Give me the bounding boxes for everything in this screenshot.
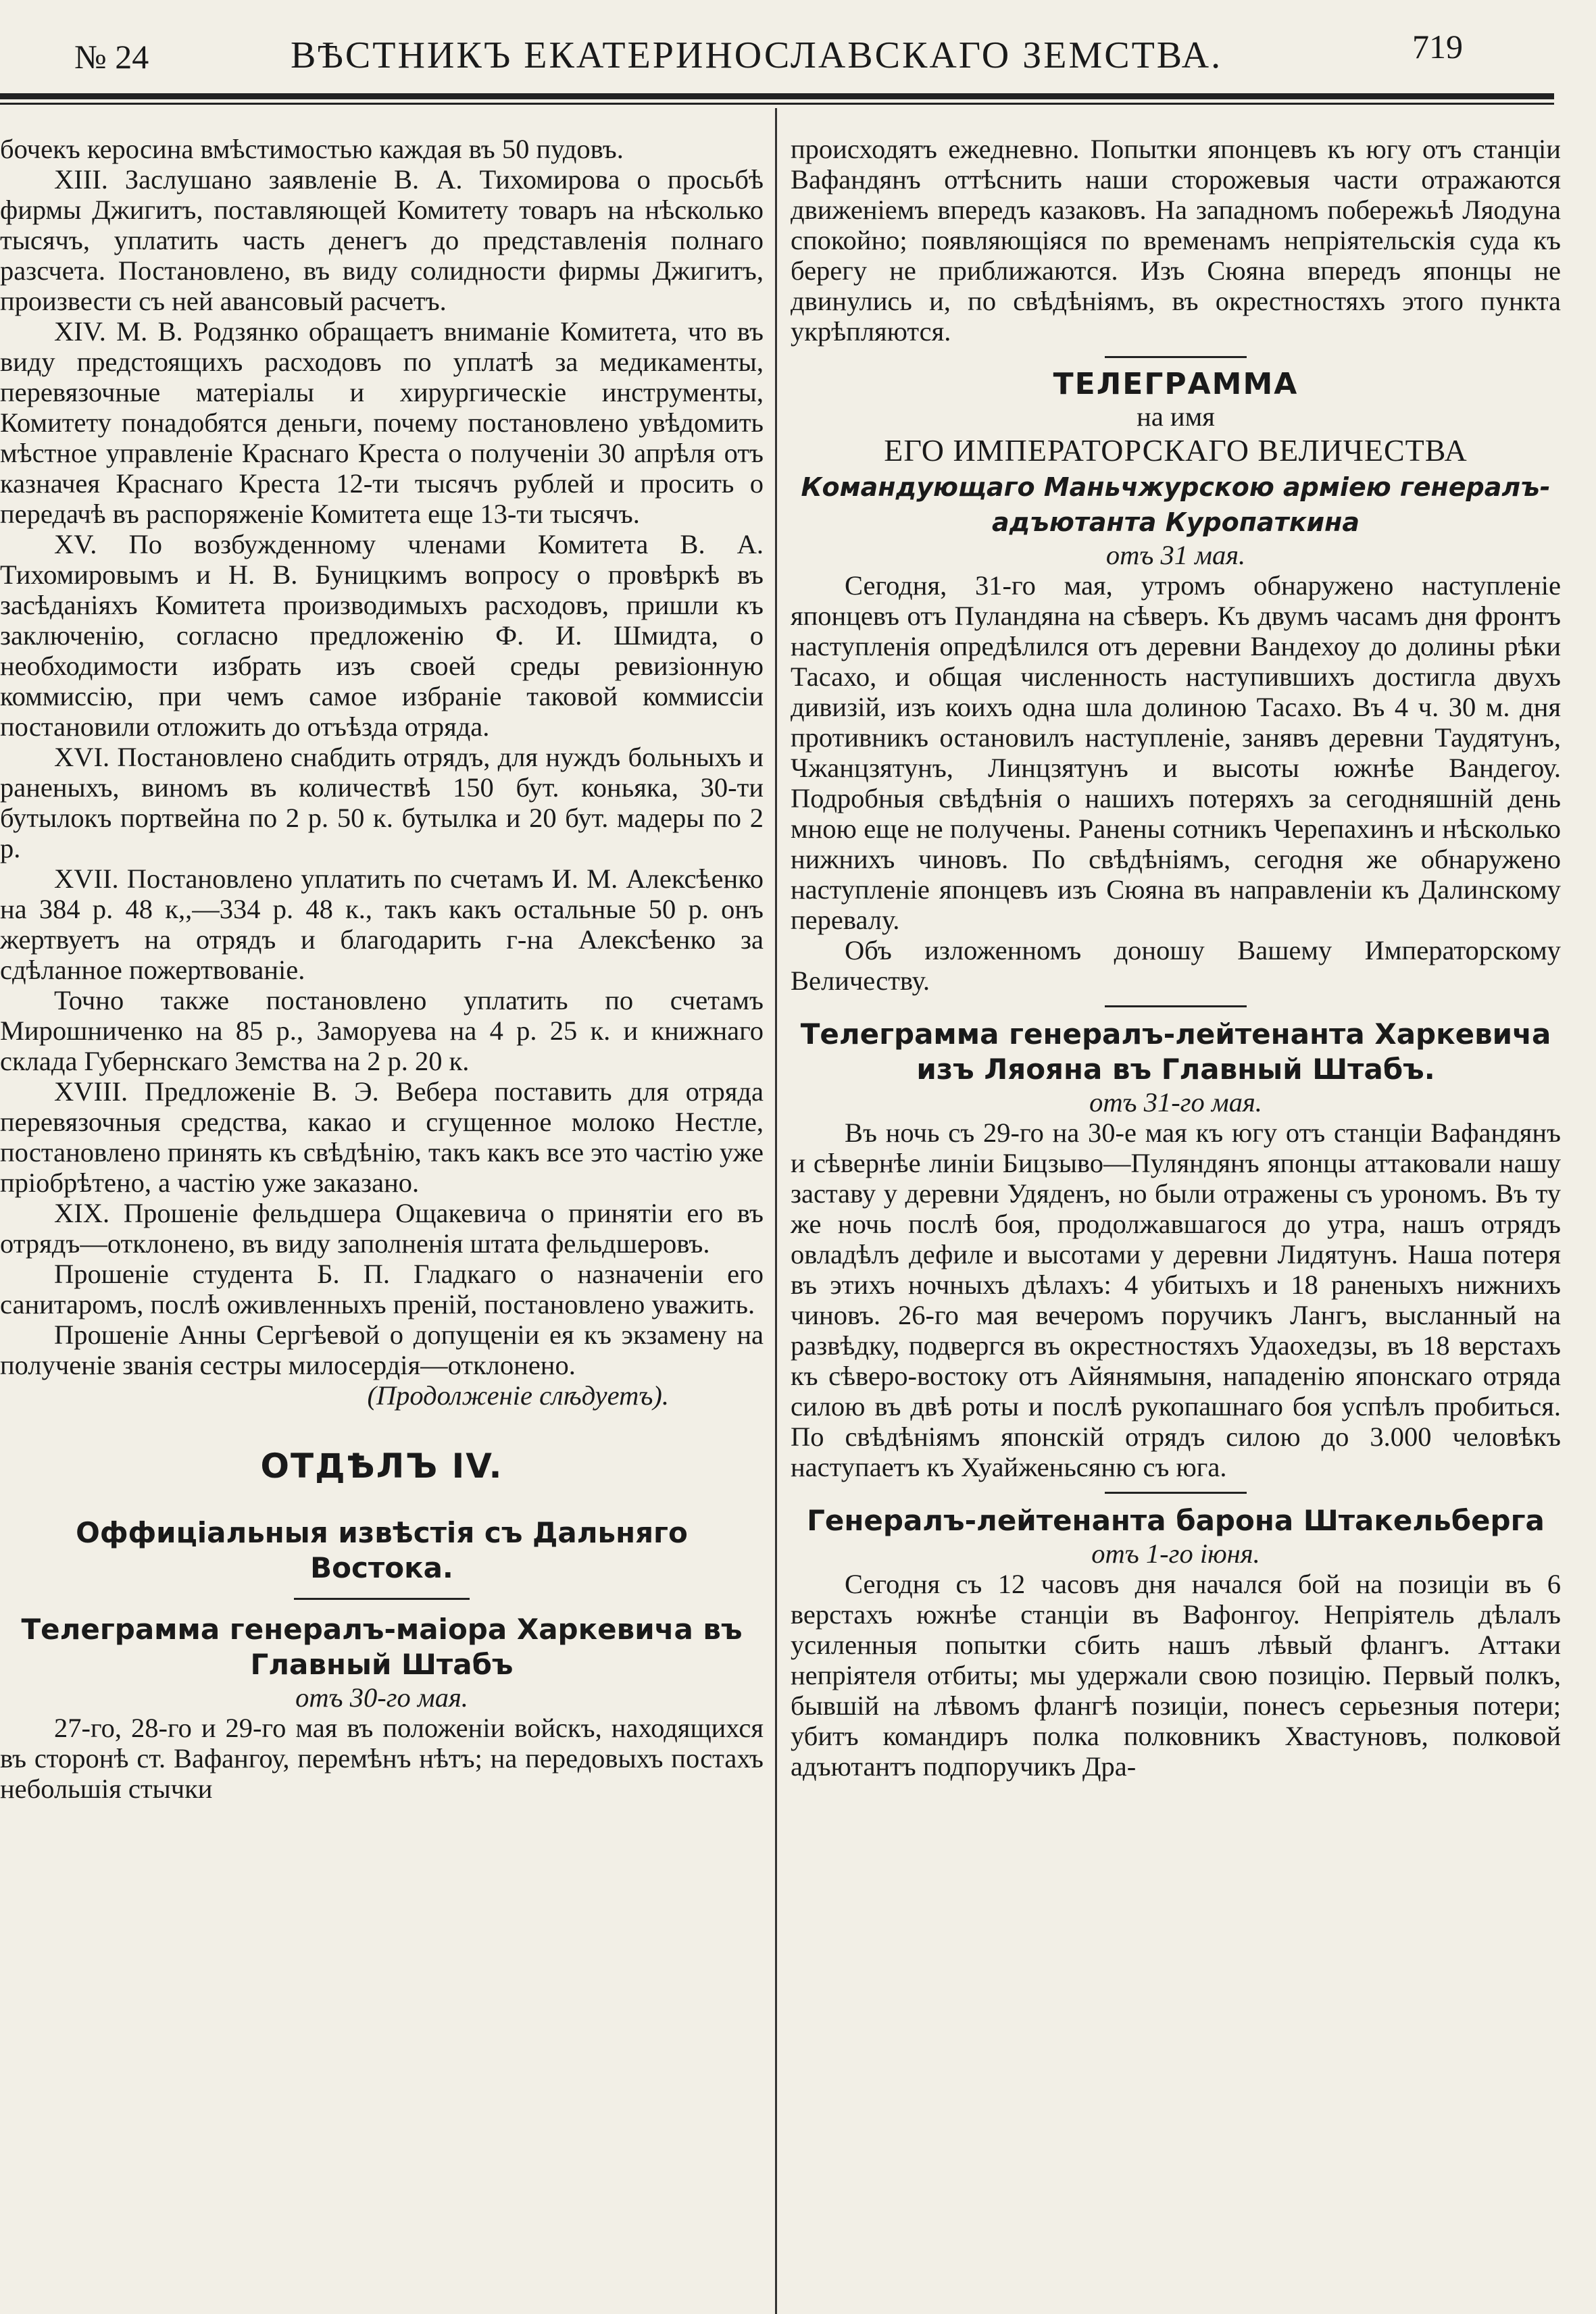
telegram-addressee: ЕГО ИМПЕРАТОРСКАГО ВЕЛИЧЕСТВА [884,433,1468,468]
telegram-date: отъ 31-го мая. [1089,1087,1262,1117]
telegram-date: отъ 30-го мая. [295,1682,468,1713]
telegram-title: Телеграмма генералъ-маіора Харкевича въ Главный Штабъ [21,1613,743,1681]
telegram-heading: ТЕЛЕГРАММА [1053,367,1299,401]
telegram-title: Телеграмма генералъ-лейтенанта Харкевича изъ Ляояна въ Главный Штабъ. [800,1017,1551,1086]
paragraph: Объ изложенномъ доношу Вашему Императорскому Величеству. [791,935,1561,996]
paragraph: происходятъ ежедневно. Попытки японцевъ къ югу отъ станціи Вафандянъ оттѣснить наши сторожевыя части отражаются движеніемъ впередъ казаковъ. На западномъ побережьѣ Ляодуна спокойно; появляющіяся по временамъ непріятельскія суда къ берегу не приближаются. Изъ Сюяна впередъ японцы не двинулись и, по свѣдѣніямъ, въ окрестностяхъ этого пункта укрѣпляются. [791,134,1561,347]
telegram-date: отъ 31 мая. [1105,540,1246,570]
right-column [791,134,1561,1782]
section-subheading: Оффиціальныя извѣстія съ Дальняго Востока. [76,1516,688,1584]
continued-note: (Продолженіе слѣдуетъ). [367,1380,669,1411]
section-heading: ОТДѢЛЪ IV. [260,1447,503,1486]
paragraph: XVI. Постановлено снабдить отрядъ, для нуждъ больныхъ и раненыхъ, виномъ въ количествѣ 150 бут. коньяка, 30-ти бутылокъ портвейна по 2 р. 50 к. бутылка и 20 бут. мадеры по 2 р. [0,742,764,863]
left-column [0,134,764,1804]
telegram-title: Генералъ-лейтенанта барона Штакельберга [807,1504,1545,1537]
separator-rule [294,1598,470,1600]
separator-rule [1105,1005,1247,1007]
separator-rule [1105,1492,1247,1494]
paragraph: XIII. Заслушано заявленіе В. А. Тихомирова о просьбѣ фирмы Джигитъ, поставляющей Комитету товаръ на нѣсколько тысячъ, уплатить часть денегъ до представленія полнаго разсчета. Постановлено, въ виду солидности фирмы Джигитъ, произвести съ ней авансовый расчетъ. [0,164,764,316]
paragraph: бочекъ керосина вмѣстимостью каждая въ 50 пудовъ. [0,134,624,164]
paragraph: XIX. Прошеніе фельдшера Ощакевича о принятіи его въ отрядъ—отклонено, въ виду заполненія штата фельдшеровъ. [0,1198,764,1259]
page-header [0,0,1596,95]
telegram-sender: Командующаго Маньчжурскою арміею генералъ-адъютанта Куропаткина [801,472,1551,537]
paragraph: Прошеніе студента Б. П. Гладкаго о назначеніи его санитаромъ, послѣ оживленныхъ преній, постановлено уважить. [0,1259,764,1319]
header-rule-thin [0,103,1554,105]
paragraph: Сегодня, 31-го мая, утромъ обнаружено наступленіе японцевъ отъ Пуландяна на сѣверъ. Къ двумъ часамъ дня фронтъ наступленія опредѣлился отъ деревни Вандехоу до долины рѣки Тасахо, и общая численность наступившихъ достигла двухъ дивизій, изъ коихъ одна шла долиною Тасахо. Въ 4 ч. 30 м. дня противникъ остановилъ наступленіе, занявъ деревни Таудятунъ, Чжанцзятунъ, Линцзятунъ и высоты южнѣе Вандегоу. Подробныя свѣдѣнія о нашихъ потеряхъ за сегодняшній день мною еще не получены. Ранены сотникъ Черепахинъ и нѣсколько нижнихъ чиновъ. По свѣдѣніямъ, сегодня же обнаружено наступленіе японцевъ изъ Сюяна въ направленіи къ Далинскому перевалу. [791,570,1561,935]
page-number: 719 [1412,28,1463,66]
paragraph: Въ ночь съ 29-го на 30-е мая къ югу отъ станціи Вафандянъ и сѣвернѣе линіи Бицзыво—Пуляндянъ японцы аттаковали нашу заставу у деревни Удяденъ, но были отражены съ урономъ. Въ ту же ночь послѣ боя, продолжавшагося до утра, нашъ отрядъ овладѣлъ дефиле и высотами у деревни Лидятунъ. Наша потеря въ этихъ ночныхъ дѣлахъ: 4 убитыхъ и 18 раненыхъ нижнихъ чиновъ. 26-го мая вечеромъ поручикъ Лангъ, высланный на развѣдку, подвергся въ окрестностяхъ Удаохедзы, въ 18 верстахъ къ сѣверо-востоку отъ Айянямыня, нападенію японскаго отряда силою въ двѣ роты и послѣ рукопашнаго боя успѣлъ пробиться. По свѣдѣніямъ японскій отрядъ силою до 3.000 человѣкъ наступаетъ къ Хуайженьсяню съ юга. [791,1117,1561,1482]
paragraph: Прошеніе Анны Сергѣевой о допущеніи ея къ экзамену на полученіе званія сестры милосердія—отклонено. [0,1319,764,1380]
column-divider [775,108,777,2314]
paragraph: XVII. Постановлено уплатить по счетамъ И. М. Алексѣенко на 384 р. 48 к,,—334 р. 48 к., такъ какъ остальные 50 р. онъ жертвуетъ на отрядъ и благодарить г-на Алексѣенко за сдѣланное пожертвованіе. [0,863,764,985]
telegram-date: отъ 1-го іюня. [1091,1538,1260,1569]
header-rule-thick [0,93,1554,99]
paragraph: Сегодня съ 12 часовъ дня начался бой на позиціи въ 6 верстахъ южнѣе станціи въ Вафонгоу. Непріятель дѣлалъ усиленныя попытки сбить нашъ лѣвый флангъ. Аттаки непріятеля отбиты; мы удержали свою позицію. Первый полкъ, бывшій на лѣвомъ флангѣ позиціи, понесъ серьезныя потери; убитъ командиръ полка полковникъ Хвастуновъ, полковой адъютантъ подпоручикъ Дра- [791,1569,1561,1782]
issue-number: № 24 [74,38,149,76]
separator-rule [1105,356,1247,358]
paragraph: 27-го, 28-го и 29-го мая въ положеніи войскъ, находящихся въ сторонѣ ст. Вафангоу, перемѣнъ нѣтъ; на передовыхъ постахъ небольшія стычки [0,1713,764,1804]
paragraph: Точно также постановлено уплатить по счетамъ Мирошниченко на 85 р., Заморуева на 4 р. 25 к. и книжнаго склада Губернскаго Земства на 2 р. 20 к. [0,985,764,1076]
telegram-addressee-prefix: на имя [1137,401,1215,432]
journal-title: ВѢСТНИКЪ ЕКАТЕРИНОСЛАВСКАГО ЗЕМСТВА. [291,34,1223,76]
paragraph: XIV. М. В. Родзянко обращаетъ вниманіе Комитета, что въ виду предстоящихъ расходовъ по уплатѣ за медикаменты, перевязочные матеріалы и хирургическіе инструменты, Комитету понадобятся деньги, почему постановлено увѣдомить мѣстное управленіе Краснаго Креста о полученіи 30 апрѣля отъ казначея Краснаго Креста 12-ти тысячъ рублей и просить о передачѣ въ распоряженіе Комитета еще 13-ти тысячъ. [0,316,764,529]
paragraph: XVIII. Предложеніе В. Э. Вебера поставить для отряда перевязочныя средства, какао и сгущенное молоко Нестле, постановлено принять къ свѣдѣнію, такъ какъ все это частію уже пріобрѣтено, а частію уже заказано. [0,1076,764,1198]
paragraph: XV. По возбужденному членами Комитета В. А. Тихомировымъ и Н. В. Буницкимъ вопросу о провѣркѣ въ засѣданіяхъ Комитета производимыхъ расходовъ, пришли къ заключенію, согласно предложенію Ф. И. Шмидта, о необходимости избрать изъ своей среды ревизіонную коммиссію, при чемъ самое избраніе таковой коммиссіи постановили отложить до отъѣзда отряда. [0,529,764,742]
